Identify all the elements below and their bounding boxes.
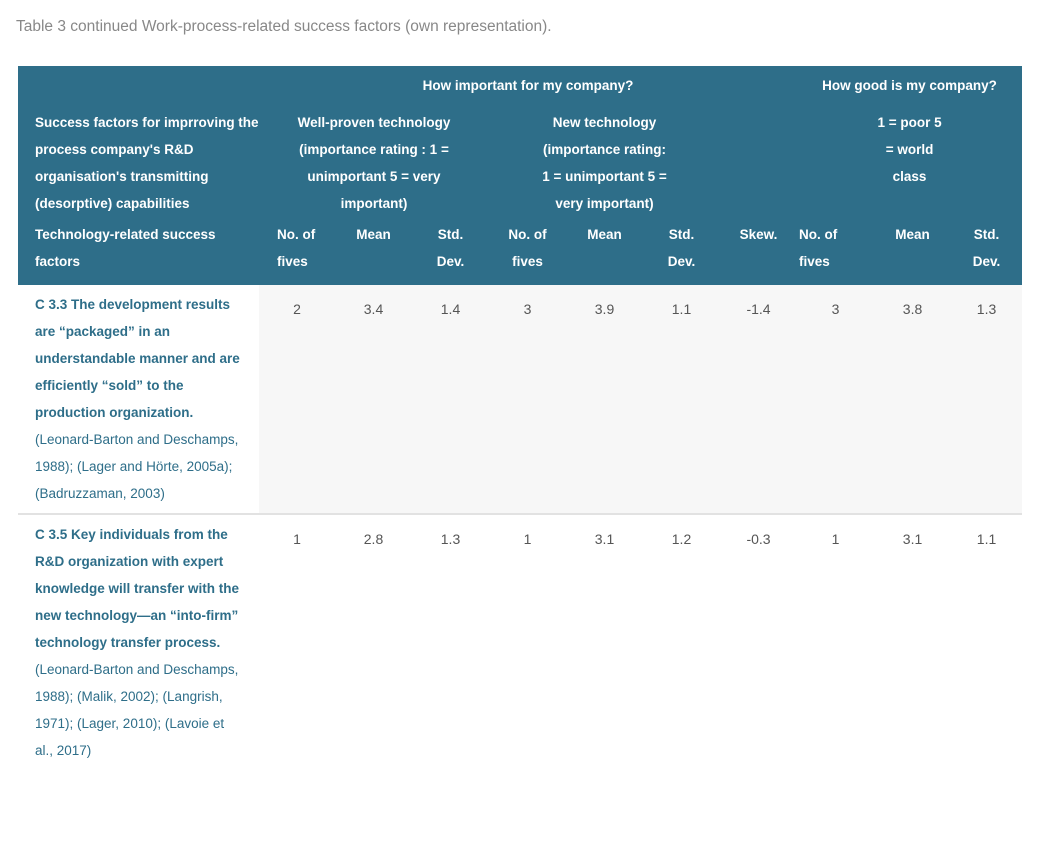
- rating-scale-header: 1 = poor 5 = world class: [797, 103, 1022, 217]
- table-row: [18, 285, 1022, 514]
- col-header-nt-fives: No. of fives: [489, 217, 566, 285]
- col-header-nt-skew: Skew.: [720, 217, 797, 285]
- col-header-wp-mean: Mean: [335, 217, 412, 285]
- value-cell: 2: [259, 285, 335, 514]
- col-header-good-mean: Mean: [874, 217, 951, 285]
- value-cell: 3: [797, 285, 874, 514]
- value-cell: 1: [293, 531, 301, 547]
- col-header-good-std: Std. Dev.: [951, 217, 1022, 285]
- value-cell: 3.1: [902, 531, 923, 547]
- factor-cell: [18, 514, 259, 770]
- value-cell: 1.2: [671, 531, 692, 547]
- group-good-header: How good is my company?: [797, 66, 1022, 103]
- value-cell: 3.1: [594, 531, 615, 547]
- value-cell: 3.8: [874, 285, 951, 514]
- factor-references: (Leonard-Barton and Deschamps, 1988); (Malik, 2002); (Langrish, 1971); (Lager, 2010); (Lavoie et al., 2017): [35, 662, 239, 758]
- value-cell: 1.1: [976, 531, 997, 547]
- col-header-nt-mean: Mean: [566, 217, 643, 285]
- value-cell: 3.9: [566, 285, 643, 514]
- factor-references: (Leonard-Barton and Deschamps, 1988); (Lager and Hörte, 2005a); (Badruzzaman, 2003): [35, 432, 239, 501]
- value-cell: 3: [489, 285, 566, 514]
- factor-title: C 3.3 The development results are “packaged” in an understandable manner and are efficiently “sold” to the production organization.: [35, 297, 240, 420]
- factor-cell: [18, 285, 259, 514]
- factor-title: C 3.5 Key individuals from the R&D organization with expert knowledge will transfer with the new technology—an “into-firm” technology transfer process.: [35, 527, 240, 650]
- value-cell: -0.3: [746, 531, 771, 547]
- group-important-header: How important for my company?: [259, 66, 797, 103]
- value-cell: 2.8: [363, 531, 384, 547]
- header-row-groups: [18, 66, 1022, 103]
- tech-factors-label: Technology-related success factors: [18, 217, 259, 285]
- value-cell: 3.4: [335, 285, 412, 514]
- well-proven-header: Well-proven technology (importance rating : 1 = unimportant 5 = very important): [259, 103, 489, 217]
- col-header-wp-fives: No. of fives: [259, 217, 335, 285]
- value-cell: 1.1: [643, 285, 720, 514]
- value-cell: 1.3: [440, 531, 461, 547]
- header-row-columns: [18, 217, 1022, 285]
- table-row: [18, 514, 1022, 770]
- col-header-nt-std: Std. Dev.: [643, 217, 720, 285]
- header-row-descriptions: [18, 103, 1022, 217]
- table-caption: Table 3 continued Work-process-related success factors (own representation).: [16, 18, 552, 35]
- success-factors-table: [18, 66, 1022, 770]
- col-header-wp-std: Std. Dev.: [412, 217, 489, 285]
- success-factors-title: Success factors for imprroving the process company's R&D organisation's transmitting (desorptive) capabilities: [18, 103, 259, 217]
- value-cell: 1.3: [951, 285, 1022, 514]
- value-cell: 1.4: [412, 285, 489, 514]
- value-cell: 1: [523, 531, 532, 547]
- col-header-good-fives: No. of fives: [797, 217, 874, 285]
- value-cell: 1: [831, 531, 840, 547]
- new-tech-header: New technology (importance rating: 1 = unimportant 5 = very important): [489, 103, 720, 217]
- value-cell: -1.4: [720, 285, 797, 514]
